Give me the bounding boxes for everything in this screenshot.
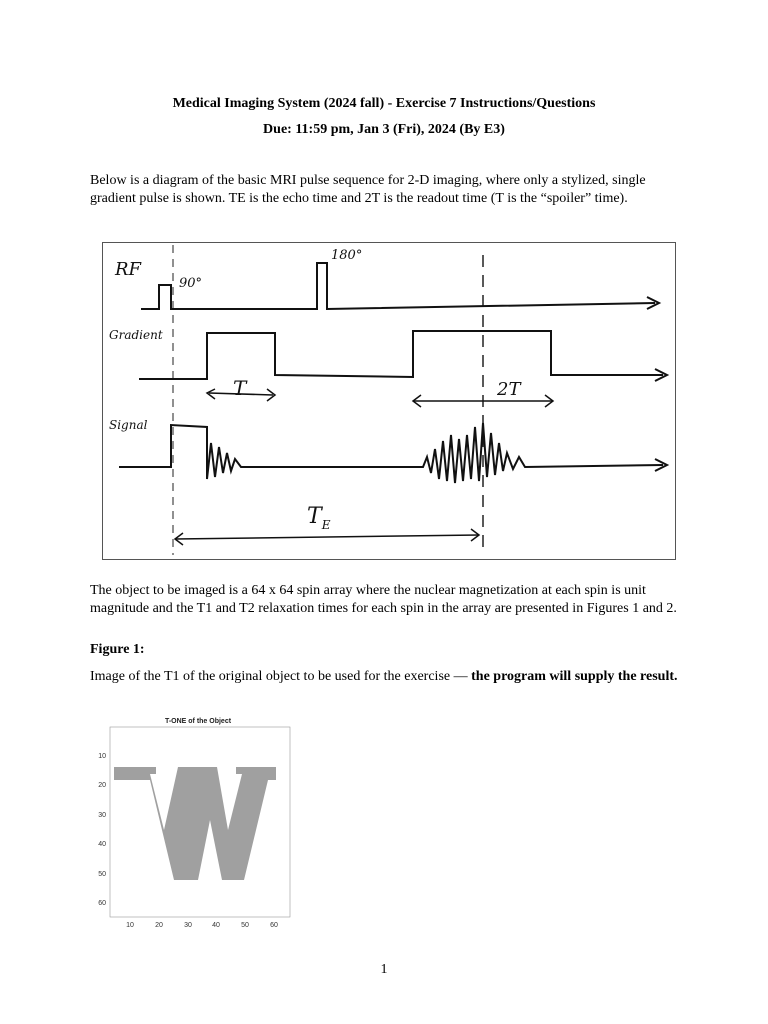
te-span-line bbox=[175, 535, 479, 539]
signal-trace bbox=[119, 423, 663, 483]
y-tick-20: 20 bbox=[98, 782, 106, 789]
y-tick-60: 60 bbox=[98, 900, 106, 907]
due-date: Due: 11:59 pm, Jan 3 (Fri), 2024 (By E3) bbox=[263, 122, 505, 137]
t-label: T bbox=[233, 376, 247, 400]
t1-plot-title: T-ONE of the Object bbox=[164, 718, 232, 725]
figure1-caption bbox=[90, 668, 680, 686]
figure1-heading: Figure 1: bbox=[90, 642, 145, 657]
object-description: The object to be imaged is a 64 x 64 spin array where the nuclear magnetization at each spin is unit magnitude and the T1 and T2 relaxation times for each spin in the array are presented in Figures 1 and 2. bbox=[90, 583, 677, 616]
gradient-label: Gradient bbox=[109, 328, 163, 342]
te-label: $T_E$ bbox=[307, 504, 331, 532]
page-number: 1 bbox=[380, 962, 388, 977]
pulse-180-label: 180° bbox=[331, 248, 363, 263]
x-tick-30: 30 bbox=[184, 922, 192, 929]
x-tick-50: 50 bbox=[241, 922, 249, 929]
pulse-sequence-svg bbox=[103, 243, 675, 559]
y-tick-30: 30 bbox=[98, 812, 106, 819]
two-t-label: 2T bbox=[497, 379, 521, 400]
x-tick-40: 40 bbox=[212, 922, 220, 929]
x-tick-10: 10 bbox=[126, 922, 134, 929]
y-tick-50: 50 bbox=[98, 871, 106, 878]
pulse-sequence-diagram bbox=[102, 242, 676, 560]
t1-figure bbox=[90, 712, 300, 932]
x-tick-20: 20 bbox=[155, 922, 163, 929]
gradient-trace bbox=[139, 331, 663, 379]
intro-paragraph: Below is a diagram of the basic MRI pulse sequence for 2-D imaging, where only a stylized, single gradient pulse is shown. TE is the echo time and 2T is the readout time (T is the “spoiler” time). bbox=[90, 173, 646, 206]
document-title: Medical Imaging System (2024 fall) - Exercise 7 Instructions/Questions bbox=[172, 96, 596, 111]
t1-plot-svg bbox=[90, 712, 300, 932]
rf-trace bbox=[141, 263, 655, 309]
signal-label: Signal bbox=[109, 418, 148, 432]
figure1-caption-bold: the program will supply the result. bbox=[471, 669, 678, 684]
x-tick-60: 60 bbox=[270, 922, 278, 929]
figure1-caption-plain: Image of the T1 of the original object to be used for the exercise — bbox=[90, 669, 472, 684]
y-tick-10: 10 bbox=[98, 753, 106, 760]
y-tick-40: 40 bbox=[98, 841, 106, 848]
rf-label: RF bbox=[115, 259, 142, 280]
pulse-90-label: 90° bbox=[179, 276, 203, 291]
